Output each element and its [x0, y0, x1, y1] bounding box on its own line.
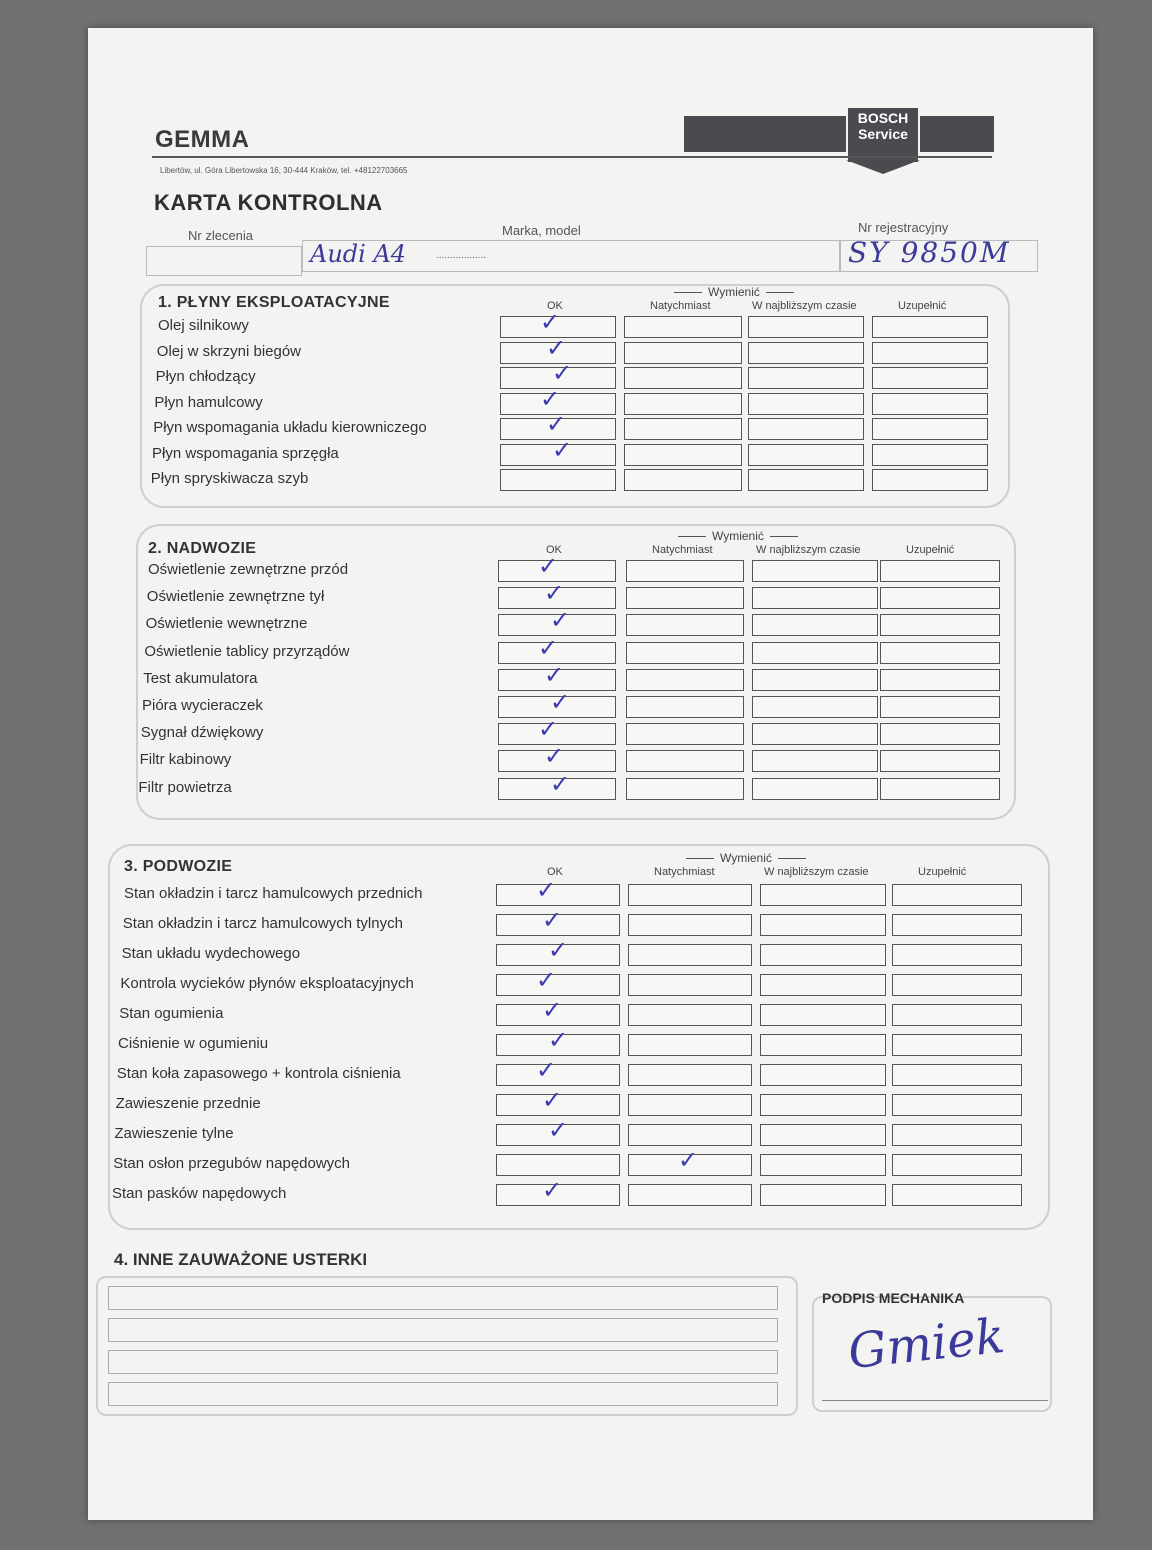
check-mark: ✓	[540, 384, 561, 413]
checkbox-ok[interactable]	[496, 1064, 620, 1086]
checkbox-soon[interactable]	[748, 444, 864, 466]
checkbox-immediately[interactable]	[628, 1094, 752, 1116]
check-mark: ✓	[538, 633, 559, 662]
checklist-item-label: Zawieszenie tylne	[114, 1125, 234, 1142]
checkbox-immediately[interactable]	[624, 444, 742, 466]
checkbox-immediately[interactable]	[624, 393, 742, 415]
make-model-dots: ..................	[436, 250, 487, 261]
checkbox-soon[interactable]	[760, 1184, 886, 1206]
column-header-ok-3: OK	[547, 866, 563, 878]
other-defects-line-1[interactable]	[108, 1286, 778, 1310]
checkbox-topup[interactable]	[892, 1154, 1022, 1176]
make-model-value: Audi A4	[310, 240, 407, 268]
checkbox-topup[interactable]	[880, 696, 1000, 718]
check-mark: ✓	[538, 552, 559, 580]
checkbox-immediately[interactable]	[628, 1004, 752, 1026]
checklist-item-label: Stan okładzin i tarcz hamulcowych przednich	[124, 885, 423, 902]
check-mark: ✓	[550, 606, 571, 635]
order-number-label: Nr zlecenia	[188, 228, 254, 243]
checkbox-immediately[interactable]	[626, 614, 744, 636]
mechanic-signature-title: PODPIS MECHANIKA	[822, 1290, 965, 1306]
checkbox-topup[interactable]	[872, 393, 988, 415]
checkbox-immediately[interactable]	[626, 669, 744, 691]
checkbox-topup[interactable]	[892, 944, 1022, 966]
checkbox-immediately[interactable]	[626, 560, 744, 582]
checkbox-topup[interactable]	[892, 1094, 1022, 1116]
other-defects-line-3[interactable]	[108, 1350, 778, 1374]
checklist-item-label: Płyn chłodzący	[155, 368, 256, 385]
registration-label: Nr rejestracyjny	[858, 220, 949, 235]
checkbox-topup[interactable]	[880, 778, 1000, 800]
check-mark: ✓	[678, 1146, 699, 1174]
column-header-immediately-2: Natychmiast	[652, 544, 713, 556]
checkbox-topup[interactable]	[880, 587, 1000, 609]
checkbox-soon[interactable]	[752, 560, 878, 582]
checkbox-soon[interactable]	[752, 778, 878, 800]
check-mark: ✓	[552, 359, 573, 387]
bosch-logo-line1: BOSCH	[857, 110, 909, 126]
checklist-item-label: Stan ogumienia	[119, 1005, 224, 1022]
order-number-field[interactable]	[146, 246, 302, 276]
checklist-item-label: Filtr powietrza	[138, 778, 232, 796]
checklist-item-label: Stan układu wydechowego	[121, 945, 301, 962]
checkbox-soon[interactable]	[752, 696, 878, 718]
column-header-soon-1: W najbliższym czasie	[752, 300, 857, 312]
signature-line	[822, 1400, 1048, 1401]
checkbox-immediately[interactable]	[628, 1034, 752, 1056]
checkbox-immediately[interactable]	[628, 1064, 752, 1086]
column-header-topup-3: Uzupełnić	[918, 866, 967, 878]
checkbox-topup[interactable]	[872, 469, 988, 491]
mechanic-signature: Gmiek	[845, 1307, 1008, 1381]
section-title-2: 2. NADWOZIE	[148, 540, 257, 557]
checkbox-immediately[interactable]	[628, 914, 752, 936]
check-mark: ✓	[538, 715, 559, 744]
check-mark: ✓	[544, 579, 565, 608]
checkbox-immediately[interactable]	[628, 944, 752, 966]
checkbox-soon[interactable]	[748, 393, 864, 415]
checkbox-topup[interactable]	[892, 974, 1022, 996]
checkbox-topup[interactable]	[872, 342, 988, 364]
checkbox-soon[interactable]	[752, 587, 878, 609]
checkbox-ok[interactable]	[496, 884, 620, 906]
checkbox-immediately[interactable]	[628, 884, 752, 906]
column-header-replace-2: Wymienić	[712, 529, 764, 543]
checkbox-soon[interactable]	[760, 974, 886, 996]
checklist-paper	[88, 28, 1093, 1520]
check-mark: ✓	[544, 742, 565, 771]
checkbox-soon[interactable]	[752, 750, 878, 772]
checkbox-soon[interactable]	[760, 914, 886, 936]
checklist-item-label: Pióra wycieraczek	[142, 697, 263, 714]
check-mark: ✓	[542, 1086, 563, 1114]
checkbox-topup[interactable]	[880, 669, 1000, 691]
checkbox-topup[interactable]	[872, 444, 988, 466]
column-header-topup-1: Uzupełnić	[898, 300, 947, 312]
checkbox-soon[interactable]	[760, 1034, 886, 1056]
checklist-item-label: Stan osłon przegubów napędowych	[113, 1155, 351, 1172]
checkbox-immediately[interactable]	[628, 974, 752, 996]
checkbox-immediately[interactable]	[624, 342, 742, 364]
other-defects-title: 4. INNE ZAUWAŻONE USTERKI	[114, 1250, 368, 1269]
checkbox-immediately[interactable]	[624, 469, 742, 491]
checklist-item-label: Ciśnienie w ogumieniu	[118, 1035, 269, 1052]
checkbox-soon[interactable]	[752, 669, 878, 691]
checklist-item-label: Olej w skrzyni biegów	[156, 342, 302, 360]
checkbox-soon[interactable]	[760, 1004, 886, 1026]
checkbox-ok[interactable]	[500, 469, 616, 491]
checkbox-topup[interactable]	[892, 1124, 1022, 1146]
checkbox-topup[interactable]	[892, 1184, 1022, 1206]
column-header-replace-3: Wymienić	[720, 851, 772, 865]
checkbox-soon[interactable]	[760, 884, 886, 906]
checklist-item-label: Kontrola wycieków płynów eksploatacyjnych	[120, 975, 414, 992]
checklist-item-label: Test akumulatora	[143, 669, 258, 687]
header-bar	[684, 116, 994, 152]
column-header-ok-1: OK	[547, 300, 563, 312]
other-defects-line-2[interactable]	[108, 1318, 778, 1342]
check-mark: ✓	[550, 688, 571, 716]
checklist-item-label: Stan koła zapasowego + kontrola ciśnienia	[116, 1065, 401, 1082]
check-mark: ✓	[550, 769, 571, 798]
checklist-item-label: Olej silnikowy	[158, 317, 249, 334]
checkbox-soon[interactable]	[748, 418, 864, 440]
other-defects-line-4[interactable]	[108, 1382, 778, 1406]
column-header-soon-3: W najbliższym czasie	[764, 866, 869, 878]
checkbox-topup[interactable]	[872, 367, 988, 389]
check-mark: ✓	[548, 1116, 569, 1144]
check-mark: ✓	[536, 966, 557, 994]
checkbox-immediately[interactable]	[626, 696, 744, 718]
checkbox-soon[interactable]	[748, 342, 864, 364]
brand-name: GEMMA	[155, 126, 250, 153]
checkbox-immediately[interactable]	[626, 750, 744, 772]
page-title: KARTA KONTROLNA	[154, 190, 383, 215]
column-header-ok-2: OK	[546, 544, 562, 556]
column-header-topup-2: Uzupełnić	[906, 544, 955, 556]
section-title-1: 1. PŁYNY EKSPLOATACYJNE	[158, 294, 390, 311]
checkbox-topup[interactable]	[880, 560, 1000, 582]
check-mark: ✓	[542, 996, 563, 1024]
checkbox-soon[interactable]	[748, 316, 864, 338]
header-rule	[152, 156, 992, 158]
column-header-immediately-1: Natychmiast	[650, 300, 711, 312]
checkbox-immediately[interactable]	[626, 587, 744, 609]
checklist-item-label: Płyn spryskiwacza szyb	[150, 470, 309, 487]
check-mark: ✓	[548, 1026, 569, 1054]
checkbox-topup[interactable]	[880, 750, 1000, 772]
checkbox-topup[interactable]	[880, 723, 1000, 745]
check-mark: ✓	[536, 876, 557, 904]
check-mark: ✓	[544, 660, 565, 689]
checkbox-soon[interactable]	[748, 469, 864, 491]
check-mark: ✓	[540, 308, 561, 336]
check-mark: ✓	[552, 435, 573, 464]
checklist-item-label: Płyn wspomagania układu kierowniczego	[153, 419, 427, 436]
checkbox-soon[interactable]	[748, 367, 864, 389]
check-mark: ✓	[548, 936, 569, 964]
checklist-item-label: Oświetlenie zewnętrzne tył	[146, 588, 325, 606]
check-mark: ✓	[546, 410, 567, 438]
check-mark: ✓	[546, 333, 567, 362]
checkbox-topup[interactable]	[892, 1034, 1022, 1056]
registration-value: SY 9850M	[848, 236, 1011, 269]
company-address: Libertów, ul. Góra Libertowska 16, 30-444 Kraków, tel. +48122703665	[160, 166, 408, 175]
checklist-item-label: Oświetlenie tablicy przyrządów	[144, 642, 350, 660]
checklist-item-label: Sygnał dźwiękowy	[140, 724, 264, 742]
checklist-item-label: Oświetlenie zewnętrzne przód	[148, 561, 349, 578]
bosch-logo-line2: Service	[858, 126, 908, 142]
check-mark: ✓	[536, 1056, 557, 1084]
checkbox-soon[interactable]	[752, 642, 878, 664]
make-model-label: Marka, model	[502, 223, 581, 238]
checkbox-immediately[interactable]	[626, 723, 744, 745]
section-title-3: 3. PODWOZIE	[124, 858, 233, 875]
checkbox-immediately[interactable]	[626, 642, 744, 664]
checkbox-topup[interactable]	[880, 614, 1000, 636]
checklist-item-label: Stan okładzin i tarcz hamulcowych tylnych	[122, 915, 403, 932]
checkbox-soon[interactable]	[760, 1124, 886, 1146]
checkbox-soon[interactable]	[760, 944, 886, 966]
checkbox-soon[interactable]	[760, 1154, 886, 1176]
checkbox-immediately[interactable]	[628, 1124, 752, 1146]
checkbox-topup[interactable]	[892, 884, 1022, 906]
checkbox-immediately[interactable]	[626, 778, 744, 800]
checkbox-soon[interactable]	[752, 614, 878, 636]
checklist-item-label: Płyn hamulcowy	[154, 393, 263, 411]
checkbox-topup[interactable]	[892, 914, 1022, 936]
checkbox-ok[interactable]	[496, 1154, 620, 1176]
checkbox-topup[interactable]	[892, 1004, 1022, 1026]
checkbox-ok[interactable]	[496, 974, 620, 996]
checkbox-topup[interactable]	[872, 418, 988, 440]
checkbox-topup[interactable]	[892, 1064, 1022, 1086]
column-header-immediately-3: Natychmiast	[654, 866, 715, 878]
check-mark: ✓	[542, 906, 563, 934]
bosch-logo-arrow	[846, 160, 920, 174]
checkbox-topup[interactable]	[880, 642, 1000, 664]
checkbox-immediately[interactable]	[624, 418, 742, 440]
checkbox-soon[interactable]	[760, 1064, 886, 1086]
checklist-item-label: Filtr kabinowy	[139, 751, 232, 769]
column-header-soon-2: W najbliższym czasie	[756, 544, 861, 556]
column-header-replace-1: Wymienić	[708, 285, 760, 299]
checkbox-soon[interactable]	[752, 723, 878, 745]
checkbox-immediately[interactable]	[628, 1184, 752, 1206]
checkbox-immediately[interactable]	[624, 367, 742, 389]
checkbox-topup[interactable]	[872, 316, 988, 338]
checklist-item-label: Zawieszenie przednie	[115, 1095, 261, 1112]
checkbox-soon[interactable]	[760, 1094, 886, 1116]
checklist-item-label: Płyn wspomagania sprzęgła	[152, 444, 339, 462]
checklist-item-label: Oświetlenie wewnętrzne	[145, 615, 308, 633]
checkbox-immediately[interactable]	[624, 316, 742, 338]
check-mark: ✓	[542, 1176, 563, 1204]
checklist-item-label: Stan pasków napędowych	[112, 1185, 287, 1202]
